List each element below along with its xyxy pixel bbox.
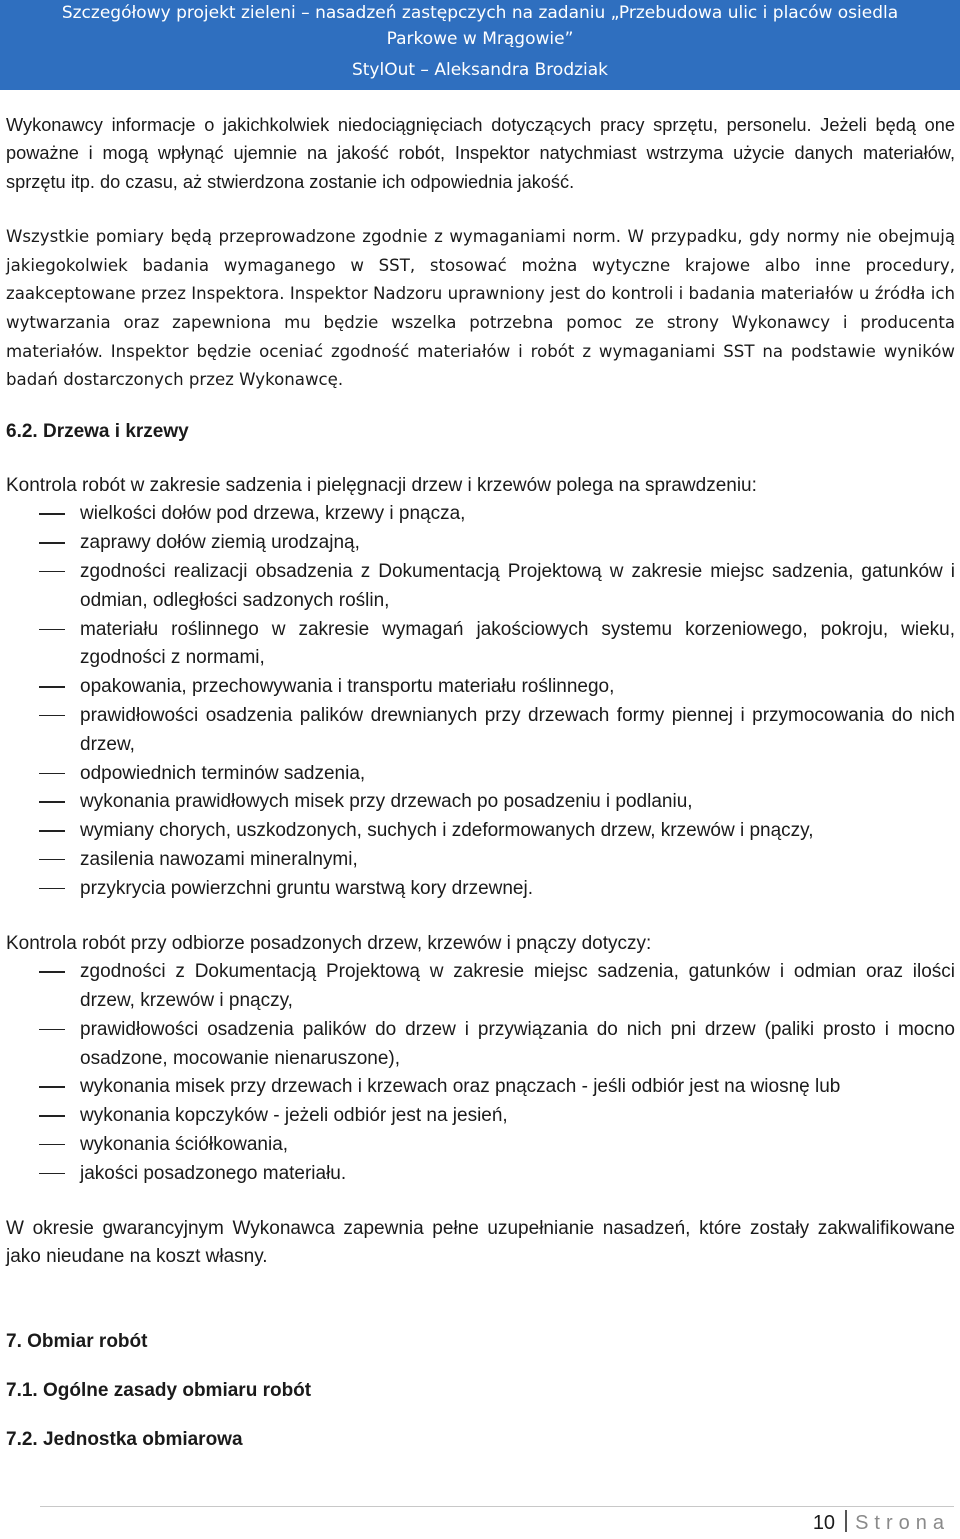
dash-bullet-icon	[39, 629, 65, 630]
list-item	[6, 958, 955, 1016]
page-content	[6, 111, 955, 1454]
list-item-text: zgodności realizacji obsadzenia z Dokumentacją Projektową w zakresie miejsc sadzenia, gatunków i odmian, odległości sadzonych roślin,	[80, 560, 955, 611]
list-item-text: wykonania kopczyków - jeżeli odbiór jest na jesień,	[80, 1105, 508, 1127]
dash-bullet-icon	[39, 542, 65, 543]
dash-bullet-icon	[39, 686, 65, 687]
dash-bullet-icon	[39, 830, 65, 831]
list-item-text: materiału roślinnego w zakresie wymagań jakościowych systemu korzeniowego, pokroju, wieku, zgodności z normami,	[80, 618, 955, 669]
list-item	[6, 846, 955, 875]
list-item-text: zaprawy dołów ziemią urodzajną,	[80, 532, 360, 554]
list-item-text: jakości posadzonego materiału.	[80, 1162, 347, 1184]
paragraph-measurements: Wszystkie pomiary będą przeprowadzone zgodnie z wymaganiami norm. W przypadku, gdy normy nie obejmują jakiegokolwiek badania wymaganego w SST, stosować można wytyczne krajowe albo inne procedury, zaakceptowane przez Inspektora. Inspektor Nadzoru uprawniony jest do kontroli i badania materiałów u źródła ich wytwarzania oraz zapewniona mu będzie wszelka potrzebna pomoc ze strony Wykonawcy i producenta materiałów. Inspektor będzie oceniać zgodność materiałów i robót z wymaganiami SST na podstawie wyników badań dostarczonych przez Wykonawcę.	[6, 227, 955, 390]
list-item	[6, 788, 955, 817]
list-item	[6, 1102, 955, 1131]
list-acceptance-control	[6, 958, 955, 1188]
list-item	[6, 500, 955, 529]
footer-divider	[40, 1506, 954, 1507]
list-item	[6, 875, 955, 904]
dash-bullet-icon	[39, 801, 65, 802]
list-item	[6, 1016, 955, 1074]
list-item	[6, 702, 955, 760]
list-item-text: odpowiednich terminów sadzenia,	[80, 762, 366, 784]
list-intro-acceptance-control: Kontrola robót przy odbiorze posadzonych drzew, krzewów i pnączy dotyczy:	[6, 932, 652, 954]
footer-separator	[845, 1510, 847, 1532]
list-item-text: prawidłowości osadzenia palików do drzew i przywiązania do nich pni drzew (paliki prosto i mocno osadzone, mocowanie nienaruszone),	[80, 1018, 955, 1069]
list-item-text: wykonania prawidłowych misek przy drzewach po posadzeniu i podlaniu,	[80, 791, 693, 813]
list-item	[6, 1131, 955, 1160]
list-item-text: zgodności z Dokumentacją Projektową w zakresie miejsc sadzenia, gatunków i odmian oraz ilości drzew, krzewów i pnączy,	[80, 961, 955, 1011]
dash-bullet-icon	[39, 971, 65, 972]
list-item	[6, 673, 955, 702]
dash-bullet-icon	[39, 1029, 65, 1030]
list-item-text: wykonania ściółkowania,	[80, 1133, 289, 1155]
paragraph-equipment-quality: Wykonawcy informacje o jakichkolwiek niedociągnięciach dotyczących pracy sprzętu, personelu. Jeżeli będą one poważne i mogą wpłynąć ujemnie na jakość robót, Inspektor natychmiast wstrzyma użycie danych materiałów, sprzętu itp. do czasu, aż stwierdzona zostanie ich odpowiednia jakość.	[6, 115, 955, 192]
list-planting-control	[6, 500, 955, 903]
dash-bullet-icon	[39, 773, 65, 774]
list-item-text: zasilenia nawozami mineralnymi,	[80, 848, 358, 870]
list-item	[6, 558, 955, 616]
list-item-text: wymiany chorych, uszkodzonych, suchych i zdeformowanych drzew, krzewów i pnączy,	[80, 820, 814, 842]
page-footer	[813, 1510, 950, 1536]
section-heading-7-2: 7.2. Jednostka obmiarowa	[6, 1428, 243, 1450]
dash-bullet-icon	[39, 859, 65, 860]
list-item-text: wielkości dołów pod drzewa, krzewy i pnącza,	[80, 503, 466, 525]
list-item-text: opakowania, przechowywania i transportu materiału roślinnego,	[80, 676, 615, 698]
dash-bullet-icon	[39, 1086, 65, 1087]
dash-bullet-icon	[39, 513, 65, 514]
list-item-text: prawidłowości osadzenia palików drewnianych przy drzewach formy piennej i przymocowania do nich drzew,	[80, 704, 955, 755]
list-item	[6, 529, 955, 558]
dash-bullet-icon	[39, 1144, 65, 1145]
header-title-line-2: Parkowe w Mrągowie”	[386, 29, 574, 49]
document-header	[0, 0, 960, 90]
list-item-text: wykonania misek przy drzewach i krzewach oraz pnączach - jeśli odbiór jest na wiosnę lub	[80, 1076, 841, 1098]
dash-bullet-icon	[39, 888, 65, 889]
dash-bullet-icon	[39, 1115, 65, 1116]
header-title-line-1: Szczegółowy projekt zieleni – nasadzeń zastępczych na zadaniu „Przebudowa ulic i placów osiedla	[61, 3, 899, 23]
header-author: StylOut – Aleksandra Brodziak	[351, 60, 609, 80]
list-item	[6, 1160, 955, 1189]
list-item	[6, 1073, 955, 1102]
list-item	[6, 760, 955, 789]
page-number: 10	[812, 1512, 836, 1534]
paragraph-warranty: W okresie gwarancyjnym Wykonawca zapewnia pełne uzupełnianie nasadzeń, które zostały zakwalifikowane jako nieudane na koszt własny.	[6, 1217, 955, 1268]
dash-bullet-icon	[39, 715, 65, 716]
list-item	[6, 817, 955, 846]
page-label: Strona	[855, 1512, 950, 1534]
dash-bullet-icon	[39, 571, 65, 572]
list-item	[6, 616, 955, 674]
section-heading-7: 7. Obmiar robót	[6, 1330, 148, 1352]
section-heading-6-2: 6.2. Drzewa i krzewy	[6, 420, 189, 442]
list-item-text: przykrycia powierzchni gruntu warstwą kory drzewnej.	[80, 877, 533, 899]
list-intro-planting-control: Kontrola robót w zakresie sadzenia i pielęgnacji drzew i krzewów polega na sprawdzeniu:	[6, 474, 757, 496]
dash-bullet-icon	[39, 1173, 65, 1174]
section-heading-7-1: 7.1. Ogólne zasady obmiaru robót	[6, 1379, 312, 1401]
